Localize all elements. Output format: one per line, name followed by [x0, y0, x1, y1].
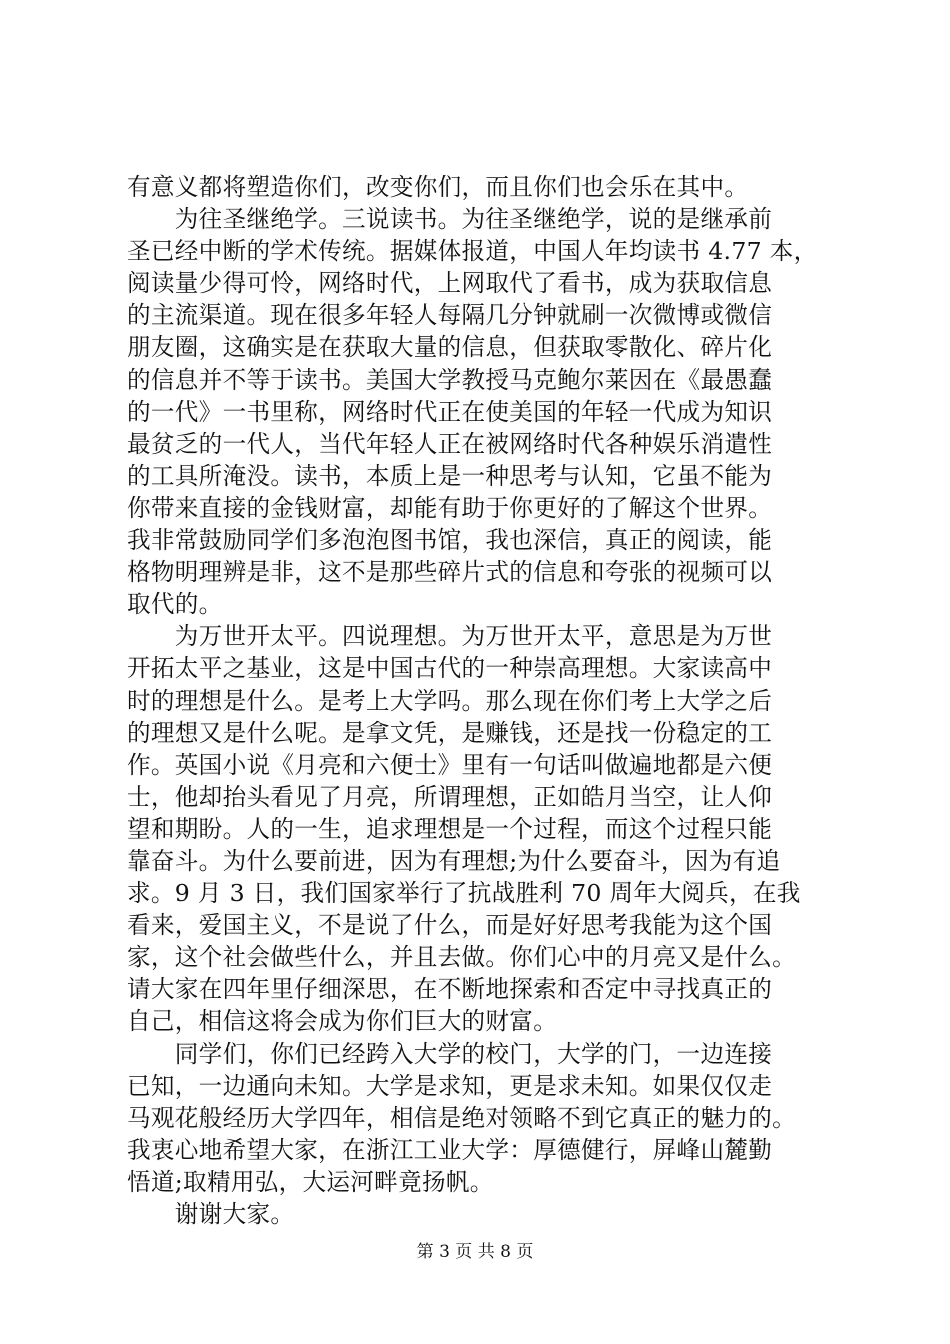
- page-number-footer: 第 3 页 共 8 页: [416, 1242, 534, 1262]
- text-line: 的信息并不等于读书。美国大学教授马克鲍尔莱因在《最愚蠢: [127, 365, 773, 394]
- text-line: 为往圣继绝学。三说读书。为往圣继绝学，说的是继承前: [127, 205, 773, 234]
- text-line: 士，他却抬头看见了月亮，所谓理想，正如皓月当空，让人仰: [127, 782, 773, 811]
- text-line: 的理想又是什么呢。是拿文凭，是赚钱，还是找一份稳定的工: [127, 718, 773, 747]
- text-line: 同学们，你们已经跨入大学的校门，大学的门，一边连接: [127, 1039, 773, 1068]
- text-line: 请大家在四年里仔细深思，在不断地探索和否定中寻找真正的: [127, 975, 773, 1004]
- text-line: 家，这个社会做些什么，并且去做。你们心中的月亮又是什么。: [127, 943, 797, 972]
- text-line: 取代的。: [127, 590, 223, 619]
- text-line: 格物明理辨是非，这不是那些碎片式的信息和夸张的视频可以: [127, 558, 773, 587]
- text-line: 开拓太平之基业，这是中国古代的一种崇高理想。大家读高中: [127, 654, 773, 683]
- text-line: 望和期盼。人的一生，追求理想是一个过程，而这个过程只能: [127, 814, 773, 843]
- text-line: 悟道;取精用弘，大运河畔竟扬帆。: [127, 1167, 494, 1196]
- text-line: 时的理想是什么。是考上大学吗。那么现在你们考上大学之后: [127, 686, 773, 715]
- text-line: 我衷心地希望大家，在浙江工业大学：厚德健行，屏峰山麓勤: [127, 1135, 773, 1164]
- text-line: 朋友圈，这确实是在获取大量的信息，但获取零散化、碎片化: [127, 333, 773, 362]
- text-line: 作。英国小说《月亮和六便士》里有一句话叫做遍地都是六便: [127, 750, 773, 779]
- text-line: 最贫乏的一代人，当代年轻人正在被网络时代各种娱乐消遣性: [127, 429, 773, 458]
- text-line: 的一代》一书里称，网络时代正在使美国的年轻一代成为知识: [127, 397, 773, 426]
- text-line: 看来，爱国主义，不是说了什么，而是好好思考我能为这个国: [127, 911, 773, 940]
- body-text: [127, 171, 833, 1230]
- text-line: 的工具所淹没。读书，本质上是一种思考与认知，它虽不能为: [127, 461, 773, 490]
- text-line: 为万世开太平。四说理想。为万世开太平，意思是为万世: [127, 622, 773, 651]
- text-line: 谢谢大家。: [127, 1200, 295, 1228]
- text-line: 有意义都将塑造你们，改变你们，而且你们也会乐在其中。: [127, 173, 749, 201]
- text-line: 的主流渠道。现在很多年轻人每隔几分钟就刷一次微博或微信: [127, 301, 773, 330]
- text-line: 求。9 月 3 日，我们国家举行了抗战胜利 70 周年大阅兵，在我: [127, 879, 801, 908]
- text-line: 你带来直接的金钱财富，却能有助于你更好的了解这个世界。: [127, 493, 773, 522]
- text-line: 我非常鼓励同学们多泡泡图书馆，我也深信，真正的阅读，能: [127, 526, 773, 555]
- text-line: 阅读量少得可怜，网络时代，上网取代了看书，成为获取信息: [127, 269, 773, 298]
- text-line: 自己，相信这将会成为你们巨大的财富。: [127, 1007, 558, 1036]
- text-line: 靠奋斗。为什么要前进，因为有理想;为什么要奋斗，因为有追: [127, 846, 781, 875]
- text-line: 圣已经中断的学术传统。据媒体报道，中国人年均读书 4.77 本，: [127, 237, 818, 266]
- text-line: 马观花般经历大学四年，相信是绝对领略不到它真正的魅力的。: [127, 1103, 797, 1132]
- text-line: 已知，一边通向未知。大学是求知，更是求未知。如果仅仅走: [127, 1071, 773, 1100]
